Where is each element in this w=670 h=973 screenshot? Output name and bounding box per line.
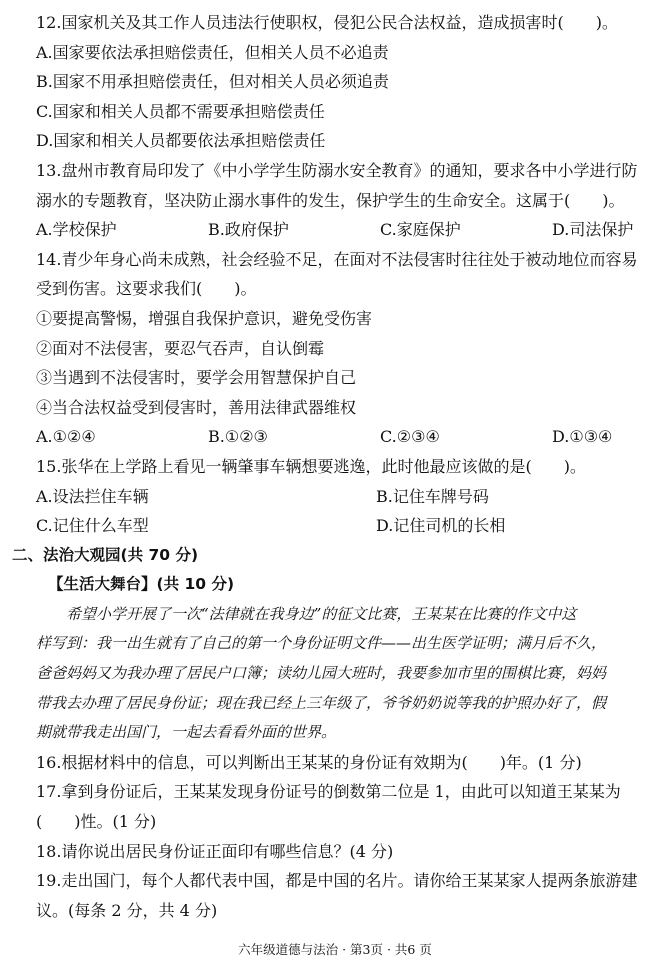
q14-stem-line2: 受到伤害。这要求我们( )。 [36, 279, 257, 299]
q18-text: 18.请你说出居民身份证正面印有哪些信息？(4 分) [36, 841, 394, 861]
q14-stem-line1: 14.青少年身心尚未成熟，社会经验不足，在面对不法侵害时往往处于被动地位而容易 [36, 249, 638, 269]
q14-options [36, 422, 646, 452]
q14-option-d: D.①③④ [552, 427, 613, 447]
q13-option-c: C.家庭保护 [380, 220, 461, 240]
q12-option-c: C.国家和相关人员都不需要承担赔偿责任 [36, 101, 325, 121]
q13-option-b: B.政府保护 [208, 220, 289, 240]
q12-option-a: A.国家要依法承担赔偿责任，但相关人员不必追责 [36, 42, 389, 62]
q13-stem-line1: 13.盘州市教育局印发了《中小学学生防溺水安全教育》的通知，要求各中小学进行防 [36, 160, 638, 180]
story-line-3: 爸爸妈妈又为我办理了居民户口簿；读幼儿园大班时，我要参加市里的围棋比赛，妈妈 [36, 664, 607, 683]
q12-stem: 12.国家机关及其工作人员违法行使职权，侵犯公民合法权益，造成损害时( )。 [36, 13, 618, 32]
q13-options [36, 215, 646, 245]
story-line-1: 希望小学开展了一次“法律就在我身边”的征文比赛，王某某在比赛的作文中这 [66, 604, 577, 623]
q14-item-3: ③当遇到不法侵害时，要学会用智慧保护自己 [36, 368, 357, 388]
q12-option-d: D.国家和相关人员都要依法承担赔偿责任 [36, 131, 326, 151]
q13-stem-line2: 溺水的专题教育，坚决防止溺水事件的发生，保护学生的生命安全。这属于( )。 [36, 190, 625, 210]
q14-option-a: A.①②④ [36, 427, 96, 447]
q19-line1: 19.走出国门，每个人都代表中国，都是中国的名片。请你给王某某家人提两条旅游建 [36, 871, 638, 891]
page-footer: 六年级道德与法治 · 第3页 · 共6 页 [238, 942, 432, 957]
q14-option-c: C.②③④ [380, 427, 440, 447]
section-subtitle: 【生活大舞台】(共 10 分) [48, 575, 235, 594]
q19-line2: 议。(每条 2 分，共 4 分) [36, 900, 218, 920]
q15-option-a: A.设法拦住车辆 [36, 486, 149, 506]
q15-options-row2 [36, 511, 646, 541]
section-title: 二、法治大观园(共 70 分) [12, 545, 199, 564]
q13-option-d: D.司法保护 [552, 220, 634, 240]
q17-line1: 17.拿到身份证后，王某某发现身份证号的倒数第二位是 1，由此可以知道王某某为 [36, 782, 621, 802]
story-line-2: 样写到：我一出生就有了自己的第一个身份证明文件——出生医学证明；满月后不久， [36, 634, 607, 653]
q15-options-row1 [36, 482, 646, 512]
q15-option-d: D.记住司机的长相 [376, 516, 506, 536]
q17-line2: ( )性。(1 分) [36, 812, 157, 832]
q14-item-1: ①要提高警惕，增强自我保护意识，避免受伤害 [36, 308, 373, 328]
q14-option-b: B.①②③ [208, 427, 268, 447]
q16-text: 16.根据材料中的信息，可以判断出王某某的身份证有效期为( )年。(1 分) [36, 752, 582, 772]
q13-option-a: A.学校保护 [36, 220, 117, 240]
q15-option-c: C.记住什么车型 [36, 516, 149, 536]
q12-option-b: B.国家不用承担赔偿责任，但对相关人员必须追责 [36, 72, 389, 92]
q15-stem: 15.张华在上学路上看见一辆肇事车辆想要逃逸，此时他最应该做的是( )。 [36, 456, 586, 476]
q14-item-4: ④当合法权益受到侵害时，善用法律武器维权 [36, 397, 357, 417]
q14-item-2: ②面对不法侵害，要忍气吞声，自认倒霉 [36, 338, 325, 358]
story-line-4: 带我去办理了居民身份证；现在我已经上三年级了，爷爷奶奶说等我的护照办好了，假 [36, 693, 607, 712]
q15-option-b: B.记住车牌号码 [376, 486, 489, 506]
story-line-5: 期就带我走出国门，一起去看看外面的世界。 [36, 723, 337, 742]
